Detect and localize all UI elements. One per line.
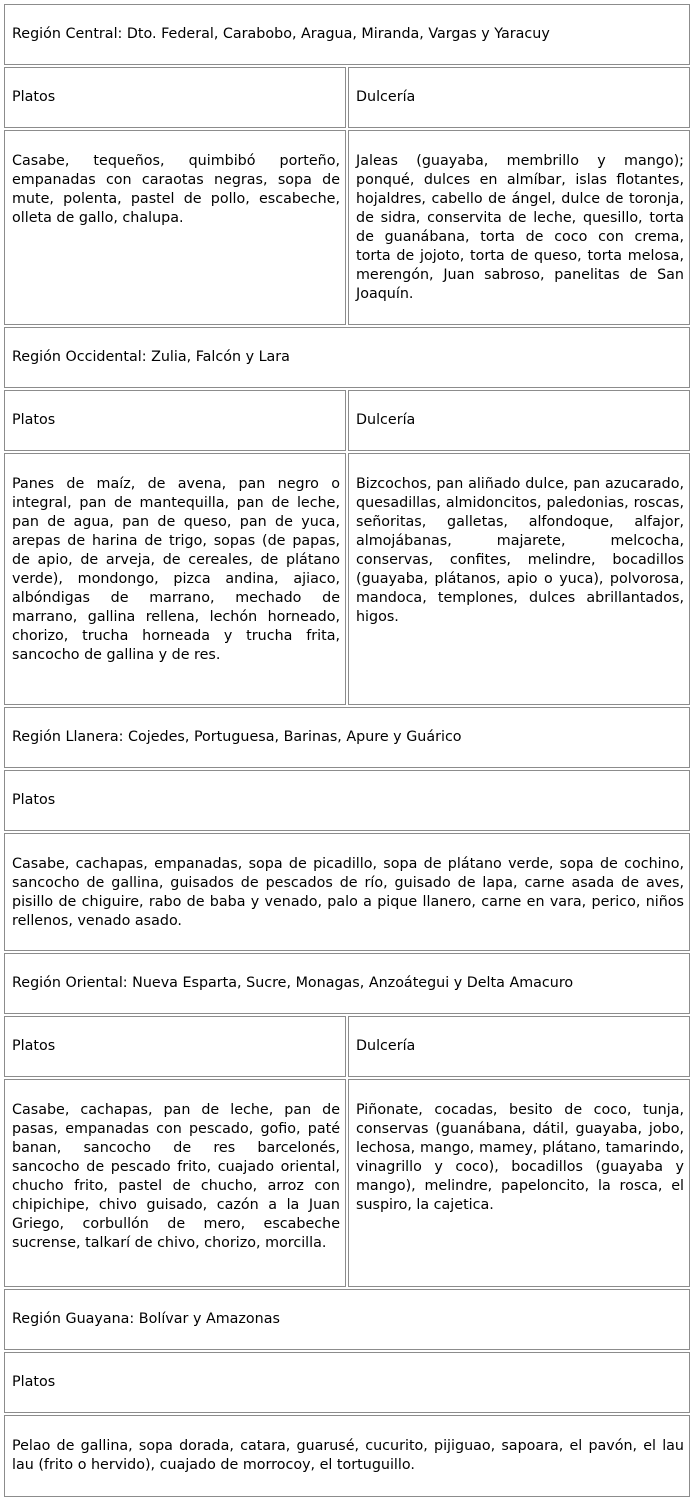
region-title-guayana: Región Guayana: Bolívar y Amazonas — [4, 1289, 690, 1350]
content-row — [4, 833, 690, 951]
region-title-row — [4, 1289, 690, 1350]
dulceria-occidental: Bizcochos, pan aliñado dulce, pan azucarado, quesadillas, almidoncitos, paledonias, roscas, señoritas, galletas, alfondoque, alfajor, almojábanas, majarete, melcocha, conservas, confites, melindre, bocadillos (guayaba, plátanos, apio o yuca), polvorosa, mandoca, templones, dulces abrillantados, higos. — [348, 453, 690, 705]
region-title-row — [4, 707, 690, 768]
platos-header: Platos — [4, 1016, 346, 1077]
content-row — [4, 130, 690, 325]
platos-header: Platos — [4, 67, 346, 128]
dulceria-header: Dulcería — [348, 390, 690, 451]
dulceria-header: Dulcería — [348, 67, 690, 128]
dulceria-central: Jaleas (guayaba, membrillo y mango); ponqué, dulces en almíbar, islas flotantes, hojaldres, cabello de ángel, dulce de toronja, de sidra, conservita de leche, quesillo, torta de guanábana, torta de coco con crema, torta de jojoto, torta de queso, torta melosa, merengón, Juan sabroso, panelitas de San Joaquín. — [348, 130, 690, 325]
regional-cuisine-document — [2, 2, 692, 1499]
column-header-row — [4, 1016, 690, 1077]
column-header-row — [4, 67, 690, 128]
platos-header: Platos — [4, 1352, 690, 1413]
region-title-central: Región Central: Dto. Federal, Carabobo, Aragua, Miranda, Vargas y Yaracuy — [4, 4, 690, 65]
platos-central: Casabe, tequeños, quimbibó porteño, empanadas con caraotas negras, sopa de mute, polenta, pastel de pollo, escabeche, olleta de gallo, chalupa. — [4, 130, 346, 325]
content-row — [4, 1415, 690, 1497]
regional-cuisine-table — [2, 2, 692, 1499]
region-title-row — [4, 953, 690, 1014]
dulceria-oriental: Piñonate, cocadas, besito de coco, tunja, conservas (guanábana, dátil, guayaba, jobo, lechosa, mango, mamey, plátano, tamarindo, vinagrillo y coco), bocadillos (guayaba y mango), melindre, papeloncito, la rosca, el suspiro, la cajetica. — [348, 1079, 690, 1287]
content-row — [4, 1079, 690, 1287]
content-row — [4, 453, 690, 705]
platos-occidental: Panes de maíz, de avena, pan negro o integral, pan de mantequilla, pan de leche, pan de agua, pan de queso, pan de yuca, arepas de harina de trigo, sopas (de papas, de apio, de arveja, de cereales, de plátano verde), mondongo, pizca andina, ajiaco, albóndigas de marrano, mechado de marrano, gallina rellena, lechón horneado, chorizo, trucha horneada y trucha frita, sancocho de gallina y de res. — [4, 453, 346, 705]
platos-guayana: Pelao de gallina, sopa dorada, catara, guarusé, cucurito, pijiguao, sapoara, el pavón, el lau lau (frito o hervido), cuajado de morrocoy, el tortuguillo. — [4, 1415, 690, 1497]
column-header-row — [4, 390, 690, 451]
region-title-row — [4, 4, 690, 65]
platos-header: Platos — [4, 390, 346, 451]
dulceria-header: Dulcería — [348, 1016, 690, 1077]
column-header-row — [4, 770, 690, 831]
region-title-llanera: Región Llanera: Cojedes, Portuguesa, Barinas, Apure y Guárico — [4, 707, 690, 768]
region-title-occidental: Región Occidental: Zulia, Falcón y Lara — [4, 327, 690, 388]
platos-llanera: Casabe, cachapas, empanadas, sopa de picadillo, sopa de plátano verde, sopa de cochino, sancocho de gallina, guisados de pescados de río, guisado de lapa, carne asada de aves, pisillo de chiguire, rabo de baba y venado, palo a pique llanero, carne en vara, perico, niños rellenos, venado asado. — [4, 833, 690, 951]
platos-oriental: Casabe, cachapas, pan de leche, pan de pasas, empanadas con pescado, gofio, paté banan, sancocho de res barcelonés, sancocho de pescado frito, cuajado oriental, chucho frito, pastel de chucho, arroz con chipichipe, chivo guisado, cazón a la Juan Griego, corbullón de mero, escabeche sucrense, talkarí de chivo, chorizo, morcilla. — [4, 1079, 346, 1287]
column-header-row — [4, 1352, 690, 1413]
region-title-oriental: Región Oriental: Nueva Esparta, Sucre, Monagas, Anzoátegui y Delta Amacuro — [4, 953, 690, 1014]
region-title-row — [4, 327, 690, 388]
platos-header: Platos — [4, 770, 690, 831]
